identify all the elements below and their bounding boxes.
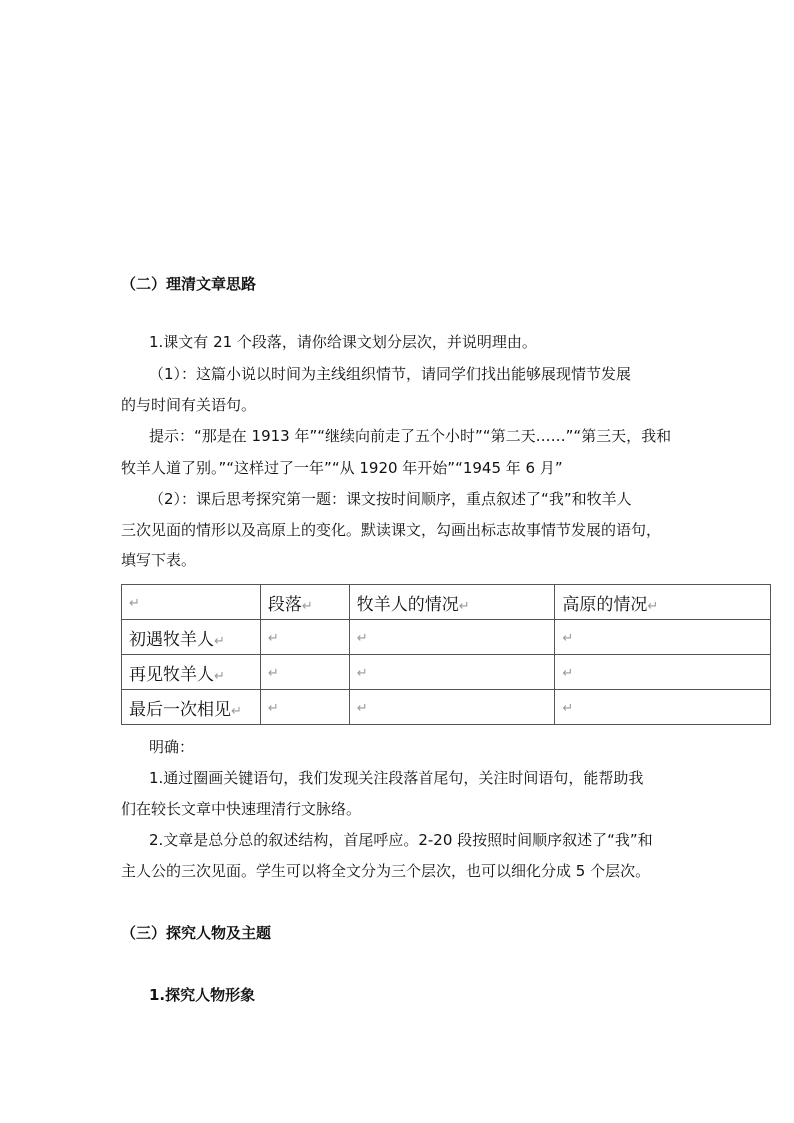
hint-line1: 提示：“那是在 1913 年”“继续向前走了五个小时”“第二天……”“第三天，我和 [149,427,672,445]
return-mark: ↵ [129,596,140,611]
empty-cell: ↵ [260,655,349,690]
empty-cell: ↵ [349,620,555,655]
part1-line1: （1）：这篇小说以时间为主线组织情节，请同学们找出能够展现情节发展 [149,365,632,383]
answer2-line2: 主人公的三次见面。学生可以将全文分为三个层次，也可以细化分成 5 个层次。 [121,862,651,880]
part2-line3: 填写下表。 [121,551,197,569]
empty-cell: ↵ [349,655,555,690]
answer1-line1: 1.通过圈画关键语句，我们发现关注段落首尾句，关注时间语句，能帮助我 [149,769,644,787]
hint-line2: 牧羊人道了别。”“这样过了一年”“从 1920 年开始”“1945 年 6 月” [121,459,563,477]
answer2-line1: 2.文章是总分总的叙述结构，首尾呼应。2-20 段按照时间顺序叙述了“我”和 [149,831,653,849]
subheading-1: 1.探究人物形象 [149,986,256,1004]
row-label-cell: 初遇牧羊人↵ [122,620,261,655]
empty-cell: ↵ [555,655,771,690]
plot-table [121,584,771,725]
table-row [122,620,771,655]
table-header-row [122,585,771,620]
section-heading-3: （三）探究人物及主题 [121,924,272,942]
empty-cell: ↵ [555,620,771,655]
part2-line2: 三次见面的情形以及高原上的变化。默读课文，勾画出标志故事情节发展的语句， [121,521,662,539]
empty-cell: ↵ [260,620,349,655]
answer1-line2: 们在较长文章中快速理清行文脉络。 [121,800,362,818]
table-row [122,655,771,690]
row-label-cell: 最后一次相见↵ [122,690,261,725]
header-cell-blank [122,585,261,620]
answer-label: 明确： [149,738,195,756]
empty-cell: ↵ [260,690,349,725]
question-1: 1.课文有 21 个段落，请你给课文划分层次，并说明理由。 [149,333,537,351]
header-cell-paragraph: 段落↵ [260,585,349,620]
section-heading-2: （二）理清文章思路 [121,275,257,293]
row-label-cell: 再见牧羊人↵ [122,655,261,690]
empty-cell: ↵ [555,690,771,725]
table-row [122,690,771,725]
header-cell-plateau: 高原的情况↵ [555,585,771,620]
part2-line1: （2）：课后思考探究第一题：课文按时间顺序，重点叙述了“我”和牧羊人 [149,490,632,508]
empty-cell: ↵ [349,690,555,725]
part1-line2: 的与时间有关语句。 [121,396,257,414]
header-cell-shepherd: 牧羊人的情况↵ [349,585,555,620]
